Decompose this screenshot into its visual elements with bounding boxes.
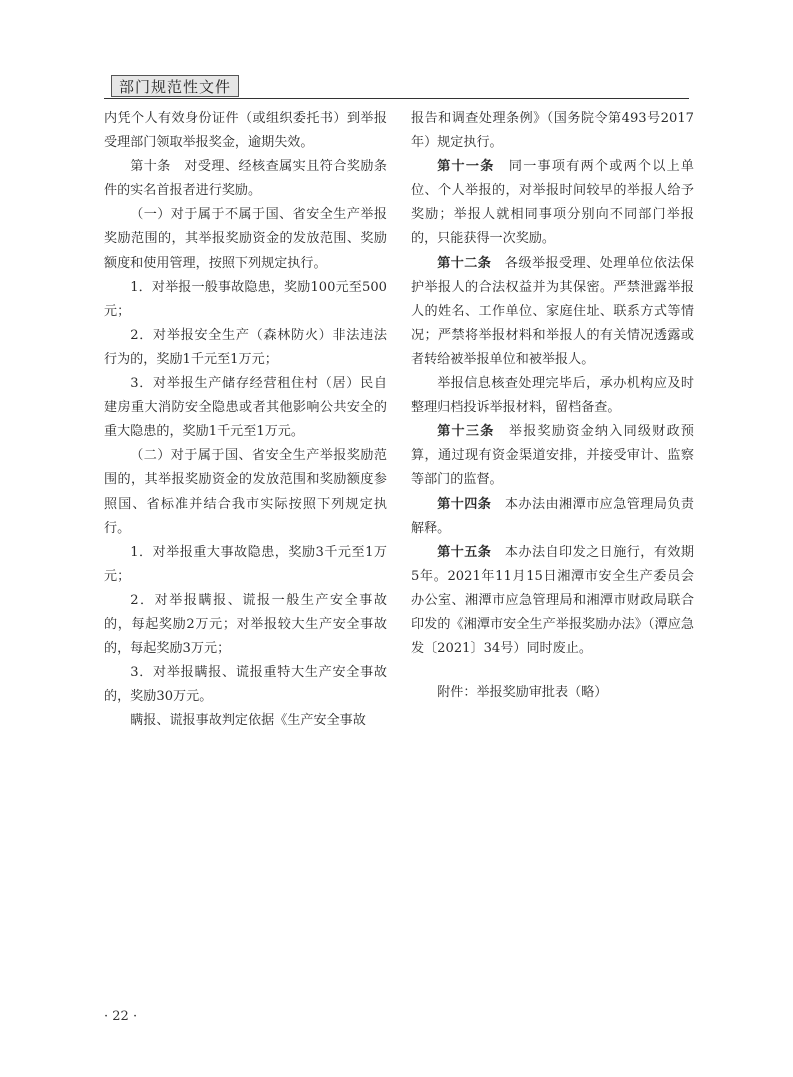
paragraph: 2．对举报安全生产（森林防火）非法违法行为的，奖励1千元至1万元； [104, 327, 387, 367]
section-label: 部门规范性文件 [111, 75, 239, 97]
paragraph: 3．对举报生产储存经营租住村（居）民自建房重大消防安全隐患或者其他影响公共安全的重大隐患的，奖励1千元至1万元。 [104, 376, 387, 440]
right-column [411, 107, 694, 705]
paragraph: 第十三条 举报奖励资金纳入同级财政预算，通过现有资金渠道安排，并接受审计、监察等部门的监督。 [411, 424, 695, 488]
paragraph: 报告和调查处理条例》（国务院令第493号2017年）规定执行。 [411, 111, 694, 151]
header-rule [104, 98, 689, 99]
article-heading: 第十四条 [437, 496, 492, 512]
paragraph: 第十条 对受理、经核查属实且符合奖励条件的实名首报者进行奖励。 [104, 159, 388, 199]
article-heading: 第十五条 [437, 544, 492, 560]
article-heading: 第十条 [130, 159, 171, 175]
paragraph: 3．对举报瞒报、谎报重特大生产安全事故的，奖励30万元。 [104, 665, 387, 705]
article-heading: 第十三条 [437, 424, 495, 440]
paragraph: 2．对举报瞒报、谎报一般生产安全事故的，每起奖励2万元；对举报较大生产安全事故的，每起奖励3万元； [104, 592, 387, 657]
paragraph: 举报信息核查处理完毕后，承办机构应及时整理归档投诉举报材料，留档备查。 [411, 376, 694, 416]
article-heading: 第十一条 [437, 159, 495, 175]
paragraph: 第十二条 各级举报受理、处理单位依法保护举报人的合法权益并为其保密。严禁泄露举报人的姓名、工作单位、家庭住址、联系方式等情况；严禁将举报材料和举报人的有关情况透露或者转给被举报单位和被举报人。 [411, 255, 695, 367]
paragraph: 1．对举报一般事故隐患，奖励100元至500元； [104, 279, 387, 319]
paragraph: 1．对举报重大事故隐患，奖励3千元至1万元； [104, 544, 387, 584]
page-number: · 22 · [104, 1009, 138, 1024]
paragraph: 第十五条 本办法自印发之日施行，有效期5年。2021年11月15日湘潭市安全生产委员会办公室、湘潭市应急管理局和湘潭市财政局联合印发的《湘潭市安全生产举报奖励办法》（潭应急发〔2021〕34号）同时废止。 [411, 544, 695, 657]
article-heading: 第十二条 [437, 255, 492, 271]
paragraph: 第十四条 本办法由湘潭市应急管理局负责解释。 [411, 496, 695, 536]
paragraph: 瞒报、谎报事故判定依据《生产安全事故 [130, 713, 366, 729]
attachment-note: 附件：举报奖励审批表（略） [437, 685, 608, 701]
paragraph: （二）对于属于国、省安全生产举报奖励范围的，其举报奖励资金的发放范围和奖励额度参照国、省标准并结合我市实际按照下列规定执行。 [104, 448, 387, 536]
paragraph: 内凭个人有效身份证件（或组织委托书）到举报受理部门领取举报奖金，逾期失效。 [104, 111, 387, 151]
left-column [104, 107, 387, 733]
paragraph: 第十一条 同一事项有两个或两个以上单位、个人举报的，对举报时间较早的举报人给予奖励；举报人就相同事项分别向不同部门举报的，只能获得一次奖励。 [411, 159, 695, 247]
paragraph: （一）对于属于不属于国、省安全生产举报奖励范围的，其举报奖励资金的发放范围、奖励额度和使用管理，按照下列规定执行。 [104, 207, 387, 271]
